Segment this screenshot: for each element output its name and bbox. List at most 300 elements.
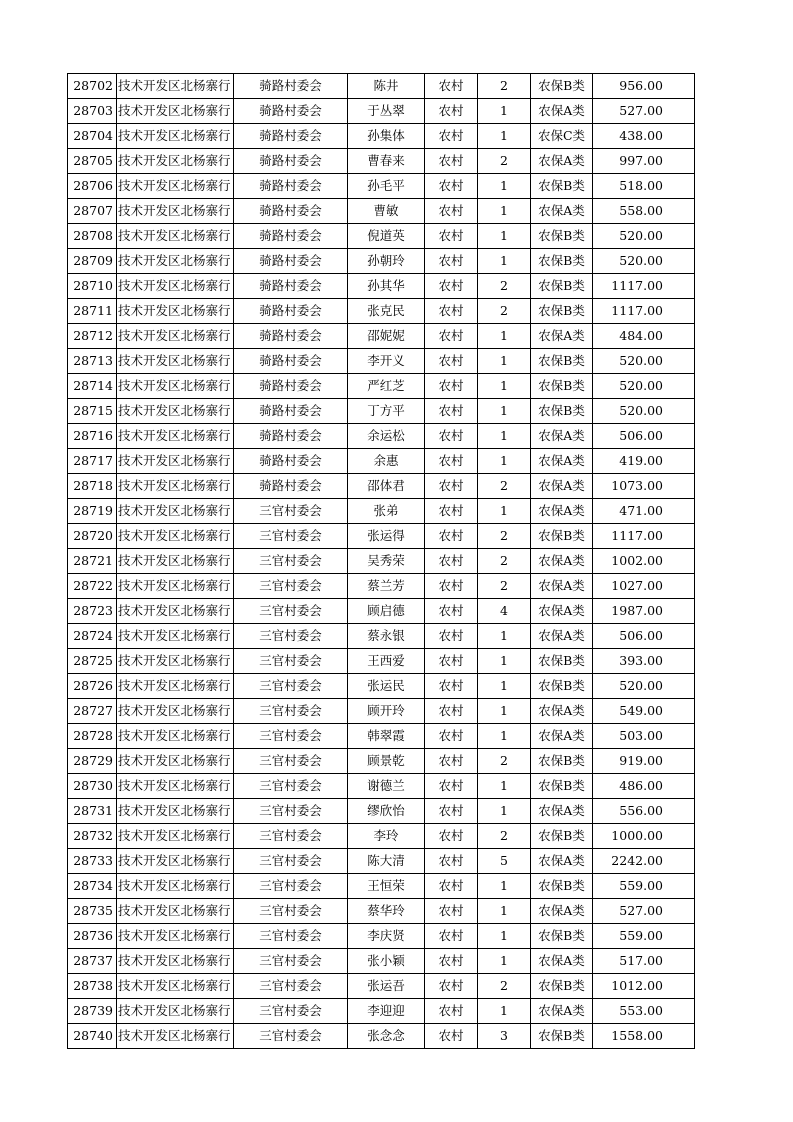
residence-type-cell: 农村 [425,324,478,349]
record-id-cell: 28716 [68,424,117,449]
village-committee-cell: 三官村委会 [234,849,348,874]
village-committee-cell: 三官村委会 [234,899,348,924]
person-name-cell: 孙毛平 [348,174,425,199]
insurance-category-cell: 农保B类 [531,924,593,949]
village-committee-cell: 三官村委会 [234,499,348,524]
residence-type-cell: 农村 [425,724,478,749]
member-count-cell: 5 [478,849,531,874]
table-row [68,299,695,324]
village-committee-cell: 骑路村委会 [234,399,348,424]
residence-type-cell: 农村 [425,124,478,149]
person-name-cell: 丁方平 [348,399,425,424]
amount-cell: 1027.00 [593,574,695,599]
record-id-cell: 28730 [68,774,117,799]
residence-type-cell: 农村 [425,274,478,299]
insurance-category-cell: 农保B类 [531,174,593,199]
record-id-cell: 28708 [68,224,117,249]
village-committee-cell: 三官村委会 [234,649,348,674]
person-name-cell: 张小颖 [348,949,425,974]
record-id-cell: 28731 [68,799,117,824]
village-committee-cell: 三官村委会 [234,799,348,824]
insurance-category-cell: 农保B类 [531,774,593,799]
district-cell: 技术开发区北杨寨行 [117,924,234,949]
member-count-cell: 2 [478,149,531,174]
person-name-cell: 张弟 [348,499,425,524]
table-row [68,224,695,249]
residence-type-cell: 农村 [425,449,478,474]
insurance-category-cell: 农保A类 [531,724,593,749]
insurance-category-cell: 农保B类 [531,824,593,849]
table-row [68,649,695,674]
record-id-cell: 28722 [68,574,117,599]
amount-cell: 484.00 [593,324,695,349]
record-id-cell: 28726 [68,674,117,699]
amount-cell: 956.00 [593,74,695,99]
amount-cell: 1117.00 [593,274,695,299]
village-committee-cell: 骑路村委会 [234,99,348,124]
record-id-cell: 28719 [68,499,117,524]
member-count-cell: 3 [478,1024,531,1049]
person-name-cell: 陈大清 [348,849,425,874]
record-id-cell: 28712 [68,324,117,349]
member-count-cell: 2 [478,74,531,99]
village-committee-cell: 骑路村委会 [234,224,348,249]
person-name-cell: 缪欣怡 [348,799,425,824]
district-cell: 技术开发区北杨寨行 [117,699,234,724]
residence-type-cell: 农村 [425,874,478,899]
insurance-category-cell: 农保B类 [531,974,593,999]
record-id-cell: 28739 [68,999,117,1024]
residence-type-cell: 农村 [425,349,478,374]
village-committee-cell: 骑路村委会 [234,349,348,374]
village-committee-cell: 三官村委会 [234,674,348,699]
village-committee-cell: 骑路村委会 [234,324,348,349]
member-count-cell: 1 [478,874,531,899]
insurance-category-cell: 农保A类 [531,899,593,924]
residence-type-cell: 农村 [425,99,478,124]
member-count-cell: 1 [478,624,531,649]
member-count-cell: 2 [478,574,531,599]
record-id-cell: 28711 [68,299,117,324]
village-committee-cell: 骑路村委会 [234,424,348,449]
record-id-cell: 28727 [68,699,117,724]
residence-type-cell: 农村 [425,599,478,624]
amount-cell: 549.00 [593,699,695,724]
member-count-cell: 1 [478,374,531,399]
table-row [68,199,695,224]
insurance-category-cell: 农保A类 [531,949,593,974]
district-cell: 技术开发区北杨寨行 [117,149,234,174]
member-count-cell: 1 [478,724,531,749]
member-count-cell: 2 [478,749,531,774]
member-count-cell: 2 [478,524,531,549]
village-committee-cell: 骑路村委会 [234,149,348,174]
district-cell: 技术开发区北杨寨行 [117,424,234,449]
residence-type-cell: 农村 [425,149,478,174]
village-committee-cell: 三官村委会 [234,874,348,899]
district-cell: 技术开发区北杨寨行 [117,324,234,349]
member-count-cell: 1 [478,199,531,224]
amount-cell: 559.00 [593,924,695,949]
table-row [68,724,695,749]
insurance-category-cell: 农保B类 [531,374,593,399]
table-row [68,749,695,774]
table-row [68,824,695,849]
table-row [68,849,695,874]
village-committee-cell: 骑路村委会 [234,449,348,474]
data-table [67,73,695,1049]
member-count-cell: 2 [478,274,531,299]
insurance-category-cell: 农保B类 [531,349,593,374]
insurance-category-cell: 农保B类 [531,274,593,299]
residence-type-cell: 农村 [425,399,478,424]
residence-type-cell: 农村 [425,549,478,574]
amount-cell: 520.00 [593,349,695,374]
table-row [68,799,695,824]
district-cell: 技术开发区北杨寨行 [117,624,234,649]
district-cell: 技术开发区北杨寨行 [117,899,234,924]
record-id-cell: 28709 [68,249,117,274]
record-id-cell: 28735 [68,899,117,924]
district-cell: 技术开发区北杨寨行 [117,874,234,899]
district-cell: 技术开发区北杨寨行 [117,449,234,474]
residence-type-cell: 农村 [425,699,478,724]
member-count-cell: 4 [478,599,531,624]
record-id-cell: 28736 [68,924,117,949]
amount-cell: 1012.00 [593,974,695,999]
table-row [68,924,695,949]
member-count-cell: 1 [478,124,531,149]
district-cell: 技术开发区北杨寨行 [117,299,234,324]
village-committee-cell: 三官村委会 [234,549,348,574]
district-cell: 技术开发区北杨寨行 [117,174,234,199]
table-row [68,424,695,449]
person-name-cell: 张念念 [348,1024,425,1049]
insurance-category-cell: 农保B类 [531,299,593,324]
insurance-category-cell: 农保A类 [531,699,593,724]
district-cell: 技术开发区北杨寨行 [117,74,234,99]
amount-cell: 520.00 [593,399,695,424]
insurance-category-cell: 农保A类 [531,999,593,1024]
village-committee-cell: 骑路村委会 [234,174,348,199]
member-count-cell: 1 [478,224,531,249]
record-id-cell: 28715 [68,399,117,424]
village-committee-cell: 骑路村委会 [234,374,348,399]
district-cell: 技术开发区北杨寨行 [117,999,234,1024]
village-committee-cell: 三官村委会 [234,824,348,849]
member-count-cell: 1 [478,399,531,424]
residence-type-cell: 农村 [425,74,478,99]
residence-type-cell: 农村 [425,224,478,249]
table-row [68,124,695,149]
amount-cell: 997.00 [593,149,695,174]
amount-cell: 556.00 [593,799,695,824]
residence-type-cell: 农村 [425,524,478,549]
person-name-cell: 李庆贤 [348,924,425,949]
amount-cell: 438.00 [593,124,695,149]
amount-cell: 520.00 [593,374,695,399]
amount-cell: 2242.00 [593,849,695,874]
insurance-category-cell: 农保A类 [531,849,593,874]
district-cell: 技术开发区北杨寨行 [117,1024,234,1049]
district-cell: 技术开发区北杨寨行 [117,774,234,799]
person-name-cell: 孙朝玲 [348,249,425,274]
amount-cell: 518.00 [593,174,695,199]
person-name-cell: 顾景乾 [348,749,425,774]
table-row [68,549,695,574]
residence-type-cell: 农村 [425,899,478,924]
residence-type-cell: 农村 [425,849,478,874]
residence-type-cell: 农村 [425,624,478,649]
person-name-cell: 张克民 [348,299,425,324]
district-cell: 技术开发区北杨寨行 [117,99,234,124]
table-row [68,324,695,349]
person-name-cell: 严红芝 [348,374,425,399]
record-id-cell: 28714 [68,374,117,399]
village-committee-cell: 骑路村委会 [234,249,348,274]
member-count-cell: 1 [478,449,531,474]
person-name-cell: 顾启德 [348,599,425,624]
insurance-category-cell: 农保B类 [531,674,593,699]
residence-type-cell: 农村 [425,674,478,699]
amount-cell: 517.00 [593,949,695,974]
record-id-cell: 28703 [68,99,117,124]
table-row [68,149,695,174]
record-id-cell: 28718 [68,474,117,499]
person-name-cell: 顾开玲 [348,699,425,724]
village-committee-cell: 骑路村委会 [234,199,348,224]
table-row [68,74,695,99]
person-name-cell: 孙其华 [348,274,425,299]
table-row [68,499,695,524]
residence-type-cell: 农村 [425,199,478,224]
record-id-cell: 28728 [68,724,117,749]
district-cell: 技术开发区北杨寨行 [117,499,234,524]
district-cell: 技术开发区北杨寨行 [117,399,234,424]
district-cell: 技术开发区北杨寨行 [117,724,234,749]
insurance-category-cell: 农保B类 [531,399,593,424]
member-count-cell: 2 [478,474,531,499]
member-count-cell: 1 [478,324,531,349]
district-cell: 技术开发区北杨寨行 [117,224,234,249]
person-name-cell: 邵妮妮 [348,324,425,349]
table-row [68,99,695,124]
record-id-cell: 28707 [68,199,117,224]
village-committee-cell: 三官村委会 [234,574,348,599]
person-name-cell: 陈井 [348,74,425,99]
amount-cell: 1987.00 [593,599,695,624]
amount-cell: 471.00 [593,499,695,524]
residence-type-cell: 农村 [425,999,478,1024]
member-count-cell: 1 [478,949,531,974]
person-name-cell: 王西爱 [348,649,425,674]
residence-type-cell: 农村 [425,374,478,399]
insurance-category-cell: 农保B类 [531,249,593,274]
person-name-cell: 张运民 [348,674,425,699]
village-committee-cell: 三官村委会 [234,599,348,624]
person-name-cell: 曹春来 [348,149,425,174]
person-name-cell: 李迎迎 [348,999,425,1024]
residence-type-cell: 农村 [425,1024,478,1049]
residence-type-cell: 农村 [425,249,478,274]
person-name-cell: 张运吾 [348,974,425,999]
table-row [68,374,695,399]
insurance-category-cell: 农保A类 [531,324,593,349]
village-committee-cell: 三官村委会 [234,1024,348,1049]
table-row [68,449,695,474]
member-count-cell: 1 [478,424,531,449]
member-count-cell: 1 [478,774,531,799]
amount-cell: 486.00 [593,774,695,799]
village-committee-cell: 三官村委会 [234,774,348,799]
record-id-cell: 28740 [68,1024,117,1049]
village-committee-cell: 骑路村委会 [234,299,348,324]
district-cell: 技术开发区北杨寨行 [117,799,234,824]
record-id-cell: 28725 [68,649,117,674]
amount-cell: 527.00 [593,899,695,924]
member-count-cell: 1 [478,99,531,124]
district-cell: 技术开发区北杨寨行 [117,549,234,574]
person-name-cell: 于丛翠 [348,99,425,124]
residence-type-cell: 农村 [425,424,478,449]
person-name-cell: 余运松 [348,424,425,449]
member-count-cell: 2 [478,824,531,849]
insurance-category-cell: 农保B类 [531,74,593,99]
member-count-cell: 1 [478,349,531,374]
member-count-cell: 2 [478,299,531,324]
table-row [68,274,695,299]
district-cell: 技术开发区北杨寨行 [117,249,234,274]
table-row [68,999,695,1024]
person-name-cell: 蔡华玲 [348,899,425,924]
amount-cell: 919.00 [593,749,695,774]
amount-cell: 393.00 [593,649,695,674]
record-id-cell: 28717 [68,449,117,474]
amount-cell: 1000.00 [593,824,695,849]
insurance-category-cell: 农保A类 [531,624,593,649]
district-cell: 技术开发区北杨寨行 [117,199,234,224]
village-committee-cell: 三官村委会 [234,524,348,549]
table-row [68,474,695,499]
insurance-category-cell: 农保B类 [531,874,593,899]
record-id-cell: 28705 [68,149,117,174]
amount-cell: 1073.00 [593,474,695,499]
insurance-category-cell: 农保B类 [531,1024,593,1049]
record-id-cell: 28737 [68,949,117,974]
village-committee-cell: 三官村委会 [234,624,348,649]
member-count-cell: 1 [478,249,531,274]
person-name-cell: 邵体君 [348,474,425,499]
table-row [68,874,695,899]
amount-cell: 520.00 [593,224,695,249]
residence-type-cell: 农村 [425,949,478,974]
person-name-cell: 韩翠霞 [348,724,425,749]
district-cell: 技术开发区北杨寨行 [117,824,234,849]
district-cell: 技术开发区北杨寨行 [117,349,234,374]
amount-cell: 558.00 [593,199,695,224]
amount-cell: 506.00 [593,624,695,649]
amount-cell: 553.00 [593,999,695,1024]
insurance-category-cell: 农保A类 [531,799,593,824]
insurance-category-cell: 农保A类 [531,474,593,499]
person-name-cell: 李玲 [348,824,425,849]
table-row [68,974,695,999]
insurance-category-cell: 农保A类 [531,599,593,624]
person-name-cell: 吴秀荣 [348,549,425,574]
person-name-cell: 谢德兰 [348,774,425,799]
village-committee-cell: 骑路村委会 [234,124,348,149]
member-count-cell: 1 [478,899,531,924]
insurance-category-cell: 农保B类 [531,224,593,249]
residence-type-cell: 农村 [425,799,478,824]
village-committee-cell: 三官村委会 [234,949,348,974]
district-cell: 技术开发区北杨寨行 [117,474,234,499]
district-cell: 技术开发区北杨寨行 [117,574,234,599]
district-cell: 技术开发区北杨寨行 [117,124,234,149]
member-count-cell: 1 [478,699,531,724]
person-name-cell: 李开义 [348,349,425,374]
table-row [68,249,695,274]
member-count-cell: 1 [478,999,531,1024]
record-id-cell: 28710 [68,274,117,299]
village-committee-cell: 三官村委会 [234,749,348,774]
district-cell: 技术开发区北杨寨行 [117,374,234,399]
table-row [68,174,695,199]
district-cell: 技术开发区北杨寨行 [117,524,234,549]
person-name-cell: 孙集体 [348,124,425,149]
amount-cell: 1117.00 [593,299,695,324]
member-count-cell: 1 [478,499,531,524]
district-cell: 技术开发区北杨寨行 [117,649,234,674]
record-id-cell: 28732 [68,824,117,849]
table-row [68,949,695,974]
person-name-cell: 倪道英 [348,224,425,249]
record-id-cell: 28733 [68,849,117,874]
record-id-cell: 28720 [68,524,117,549]
village-committee-cell: 三官村委会 [234,924,348,949]
insurance-category-cell: 农保A类 [531,449,593,474]
village-committee-cell: 三官村委会 [234,974,348,999]
table-row [68,1024,695,1049]
residence-type-cell: 农村 [425,474,478,499]
residence-type-cell: 农村 [425,824,478,849]
amount-cell: 506.00 [593,424,695,449]
record-id-cell: 28729 [68,749,117,774]
residence-type-cell: 农村 [425,924,478,949]
member-count-cell: 2 [478,549,531,574]
residence-type-cell: 农村 [425,574,478,599]
insurance-category-cell: 农保A类 [531,549,593,574]
table-row [68,399,695,424]
residence-type-cell: 农村 [425,749,478,774]
amount-cell: 1002.00 [593,549,695,574]
table-row [68,524,695,549]
member-count-cell: 1 [478,174,531,199]
amount-cell: 527.00 [593,99,695,124]
amount-cell: 419.00 [593,449,695,474]
residence-type-cell: 农村 [425,299,478,324]
record-id-cell: 28724 [68,624,117,649]
residence-type-cell: 农村 [425,174,478,199]
district-cell: 技术开发区北杨寨行 [117,849,234,874]
person-name-cell: 余惠 [348,449,425,474]
member-count-cell: 1 [478,924,531,949]
village-committee-cell: 三官村委会 [234,999,348,1024]
member-count-cell: 1 [478,674,531,699]
village-committee-cell: 三官村委会 [234,724,348,749]
village-committee-cell: 骑路村委会 [234,74,348,99]
residence-type-cell: 农村 [425,499,478,524]
